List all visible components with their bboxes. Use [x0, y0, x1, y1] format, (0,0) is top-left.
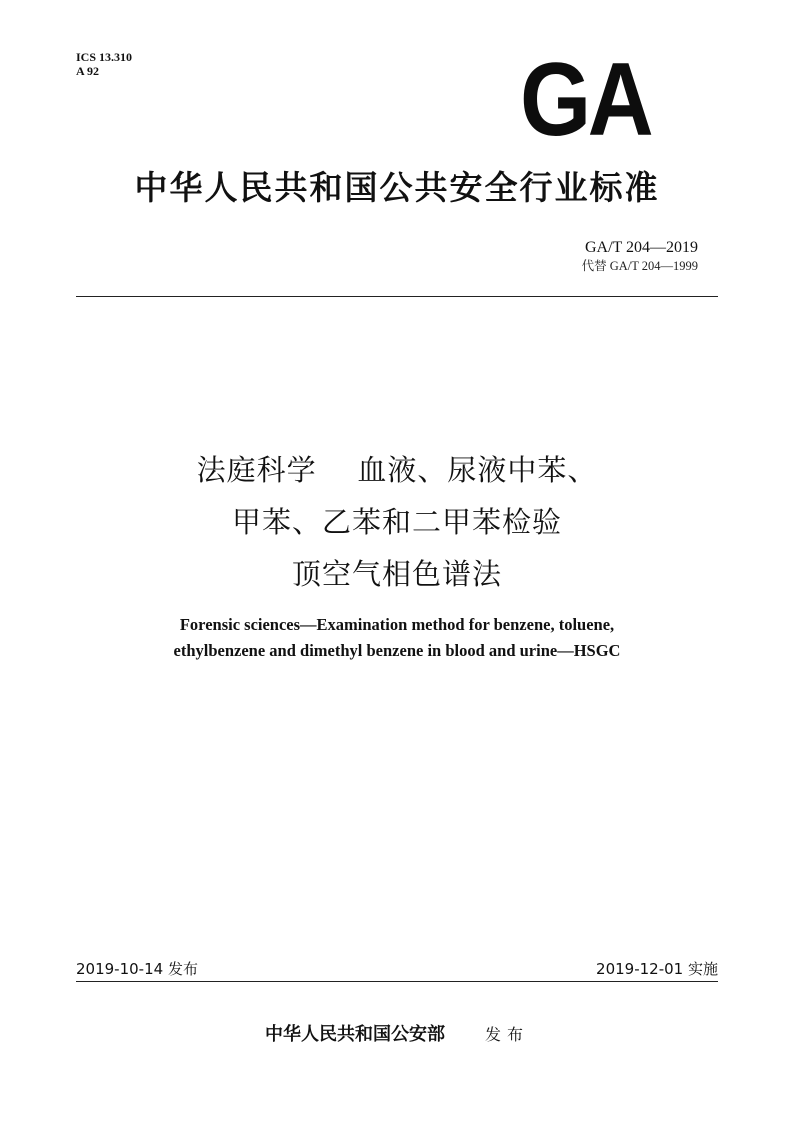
top-divider: [76, 296, 718, 297]
ga-logo: GA: [520, 42, 651, 158]
publish-action: 发布: [484, 1025, 529, 1044]
english-title-line-1: Forensic sciences—Examination method for benzene, toluene,: [179, 615, 615, 634]
replaces-note: 代替 GA/T 204—1999: [581, 259, 698, 273]
publisher-name: 中华人民共和国公安部: [264, 1024, 445, 1045]
ccs-code: A 92: [76, 64, 100, 78]
chinese-title-line-2: 甲苯、乙苯和二甲苯检验: [231, 505, 562, 539]
chinese-title-line-3: 顶空气相色谱法: [291, 557, 502, 591]
bottom-divider: [76, 981, 718, 982]
implementation-date: 2019-12-01 实施: [596, 960, 718, 978]
ics-code: ICS 13.310: [76, 50, 133, 64]
standard-code-block: [582, 238, 698, 274]
standard-number: GA/T 204—2019: [584, 239, 698, 256]
chinese-title-line-1: 法庭科学 血液、尿液中苯、: [196, 453, 598, 487]
english-title-line-2: ethylbenzene and dimethyl benzene in blood and urine—HSGC: [173, 641, 621, 660]
classification-block: [76, 50, 132, 78]
issue-date: 2019-10-14 发布: [76, 960, 198, 978]
standard-type-heading: 中华人民共和国公共安全行业标准: [134, 168, 660, 207]
chinese-title: [0, 444, 794, 600]
english-title: [0, 612, 794, 664]
publisher-line: [0, 1020, 794, 1046]
